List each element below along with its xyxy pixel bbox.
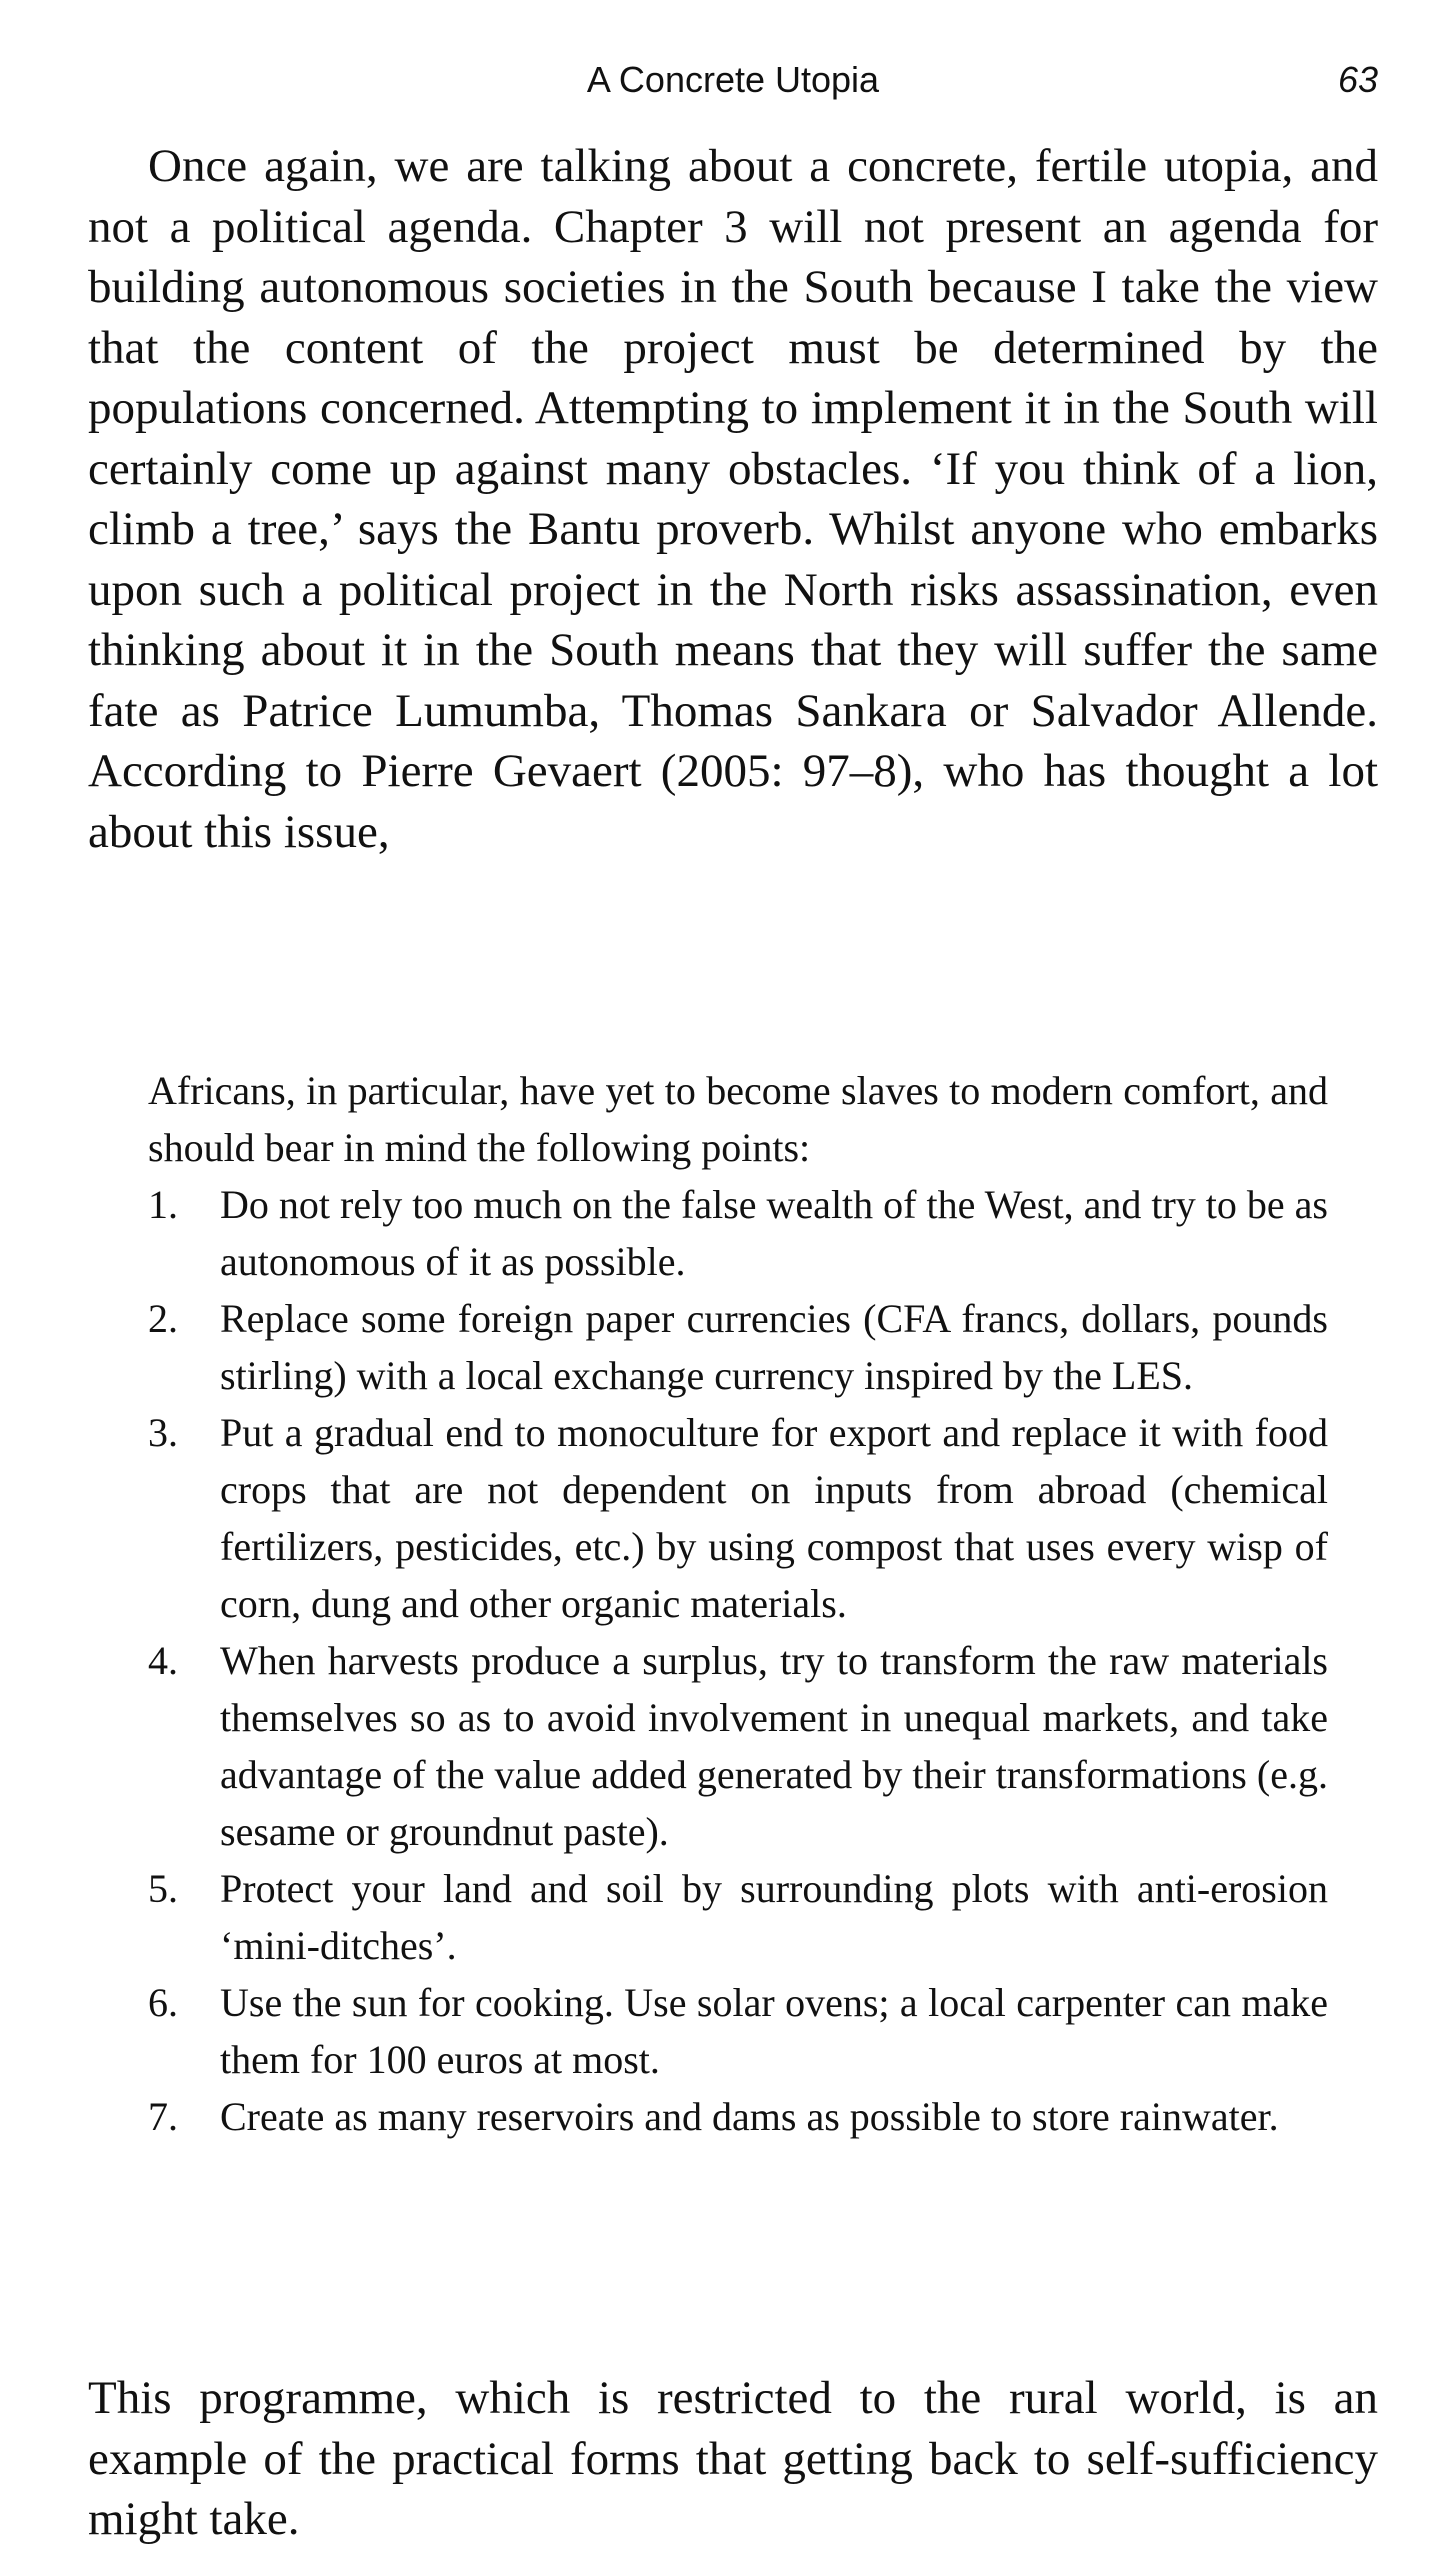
item-number: 4.: [148, 1638, 178, 1683]
item-text: Replace some foreign paper currencies (CFA francs, dollars, pounds stirling) with a local exchange currency inspired by the LES.: [220, 1296, 1328, 1398]
quote-intro: Africans, in particular, have yet to become slaves to modern comfort, and should bear in mind the following points:: [148, 1068, 1328, 1170]
item-number: 2.: [148, 1296, 178, 1341]
main-paragraph: Once again, we are talking about a concrete, fertile utopia, and not a political agenda. Chapter 3 will not present an agenda for building autonomous societies in the South because I take the view that the content of the project must be determined by the populations concerned. Attempting to implement it in the South will certainly come up against many obstacles. ‘If you think of a lion, climb a tree,’ says the Bantu proverb. Whilst anyone who embarks upon such a political project in the North risks assassination, even thinking about it in the South means that they will suffer the same fate as Patrice Lumumba, Thomas Sankara or Salvador Allende. According to Pierre Gevaert (2005: 97–8), who has thought a lot about this issue,: [88, 140, 1378, 858]
page-number: 63: [1337, 59, 1378, 100]
running-head: [88, 52, 1378, 108]
list-item: [148, 1290, 1328, 1404]
item-text: Create as many reservoirs and dams as possible to store rainwater.: [220, 2094, 1279, 2139]
item-number: 5.: [148, 1866, 178, 1911]
item-text: Protect your land and soil by surrounding plots with anti-erosion ‘mini-ditches’.: [220, 1866, 1328, 1968]
list-item: [148, 1632, 1328, 1860]
item-number: 1.: [148, 1182, 178, 1227]
item-number: 7.: [148, 2094, 178, 2139]
item-text: When harvests produce a surplus, try to transform the raw materials themselves so as to avoid involvement in unequal markets, and take advantage of the value added generated by their transformations (e.g. sesame or groundnut paste).: [220, 1638, 1328, 1854]
block-quote: [148, 1062, 1328, 2145]
item-number: 6.: [148, 1980, 178, 2025]
item-text: Use the sun for cooking. Use solar ovens; a local carpenter can make them for 100 euros at most.: [220, 1980, 1328, 2082]
list-item: [148, 1860, 1328, 1974]
item-text: Put a gradual end to monoculture for export and replace it with food crops that are not dependent on inputs from abroad (chemical fertilizers, pesticides, etc.) by using compost that uses every wisp of corn, dung and other organic materials.: [220, 1410, 1328, 1626]
list-item: [148, 1176, 1328, 1290]
list-item: [148, 1974, 1328, 2088]
closing-paragraph: This programme, which is restricted to the rural world, is an example of the practical forms that getting back to self-sufficiency might take.: [88, 2372, 1378, 2545]
list-item: [148, 2088, 1328, 2145]
item-text: Do not rely too much on the false wealth of the West, and try to be as autonomous of it as possible.: [220, 1182, 1328, 1284]
list-item: [148, 1404, 1328, 1632]
item-number: 3.: [148, 1410, 178, 1455]
points-list: [148, 1176, 1328, 2145]
running-title: A Concrete Utopia: [586, 59, 880, 100]
book-page: [88, 52, 1378, 2545]
